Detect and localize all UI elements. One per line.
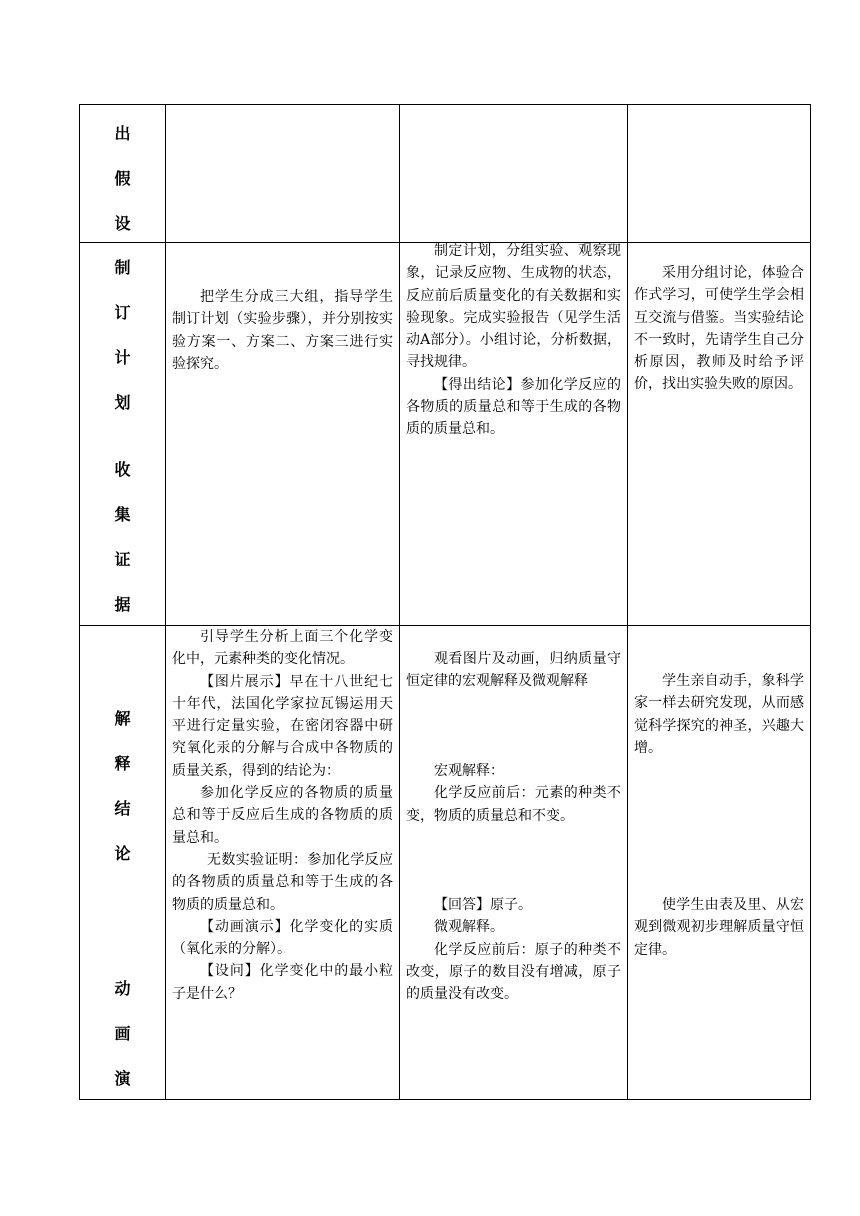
stage-char: 收 (114, 460, 131, 479)
teacher-activity-cell (166, 105, 400, 243)
student-activity-cell (400, 243, 628, 626)
lesson-plan-table (79, 104, 811, 1100)
stage-char: 订 (114, 303, 131, 322)
stage-char: 制 (114, 258, 131, 277)
student-answer: 【回答】原子。 (434, 897, 532, 913)
design-intent-cell (628, 626, 811, 1100)
stage-char: 解 (114, 709, 131, 728)
student-paragraph: 制定计划，分组实验、观察现象，记录反应物、生成物的状态，反应前后质量变化的有关数据和实验现象。完成实验报告（见学生活动A部分）。小组讨论，分析数据，寻找规律。 (406, 243, 621, 371)
student-paragraph: 微观解释。 (434, 919, 504, 936)
stage-char: 演 (114, 1069, 131, 1088)
stage-char: 释 (114, 754, 131, 773)
student-paragraph: 宏观解释： (434, 763, 504, 779)
stage-char: 划 (114, 393, 131, 412)
student-paragraph: 观看图片及动画，归纳质量守恒定律的宏观解释及微观解释 (406, 651, 621, 690)
teacher-activity-cell (166, 626, 400, 1100)
intent-paragraph: 采用分组讨论，体验合作式学习，可使学生学会相互交流与借鉴。当实验结论不一致时，先请学生自己分析原因，教师及时给予评价，找出实验失败的原因。 (634, 265, 804, 393)
teacher-paragraph: 参加化学反应的各物质的质量总和等于反应后生成的各物质的质量总和。 (172, 785, 393, 846)
stage-char: 据 (114, 595, 131, 614)
stage-char: 假 (114, 169, 131, 188)
teacher-paragraph: 【动画演示】化学变化的实质（氧化汞的分解）。 (172, 918, 393, 958)
stage-char: 画 (114, 1024, 131, 1043)
design-intent-cell (628, 243, 811, 626)
stage-char: 集 (114, 505, 131, 524)
student-conclusion: 【得出结论】参加化学反应的各物质的质量总和等于生成的各物质的质量总和。 (406, 376, 621, 438)
teacher-paragraph: 【图片展示】早在十八世纪七十年代，法国化学家拉瓦锡运用天平进行定量实验，在密闭容器中研究氧化汞的分解与合成中各物质的质量关系，得到的结论为： (172, 673, 393, 779)
stage-char: 结 (114, 799, 131, 818)
stage-char: 计 (114, 348, 131, 367)
student-activity-cell (400, 626, 628, 1100)
design-intent-cell (628, 105, 811, 243)
stage-char: 论 (114, 844, 131, 863)
teacher-paragraph: 引导学生分析上面三个化学变化中，元素种类的变化情况。 (172, 629, 393, 668)
stage-char: 出 (114, 124, 131, 143)
student-paragraph: 化学反应前后：原子的种类不改变，原子的数目没有增减，原子的质量没有改变。 (406, 941, 621, 1003)
student-activity-cell (400, 105, 628, 243)
intent-paragraph: 学生亲自动手，象科学家一样去研究发现，从而感觉科学探究的神圣，兴趣大增。 (634, 673, 804, 756)
teacher-paragraph: 【设问】化学变化中的最小粒子是什么？ (172, 963, 393, 1002)
student-paragraph: 化学反应前后：元素的种类不变，物质的质量总和不变。 (406, 785, 621, 824)
intent-paragraph: 使学生由表及里、从宏观到微观初步理解质量守恒定律。 (634, 897, 804, 958)
stage-cell (80, 105, 166, 243)
stage-cell (80, 243, 166, 626)
teacher-activity-cell (166, 243, 400, 626)
stage-char: 证 (114, 550, 131, 569)
table-row (80, 243, 811, 626)
stage-cell (80, 626, 166, 1100)
stage-char: 动 (114, 979, 131, 998)
table-row (80, 105, 811, 243)
table-row (80, 626, 811, 1100)
stage-char: 设 (114, 214, 131, 233)
teacher-paragraph: 无数实验证明：参加化学反应的各物质的质量总和等于生成的各物质的质量总和。 (172, 851, 393, 913)
teacher-paragraph: 把学生分成三大组，指导学生制订计划（实验步骤），并分别按实验方案一、方案二、方案三进行实验探究。 (172, 289, 393, 372)
